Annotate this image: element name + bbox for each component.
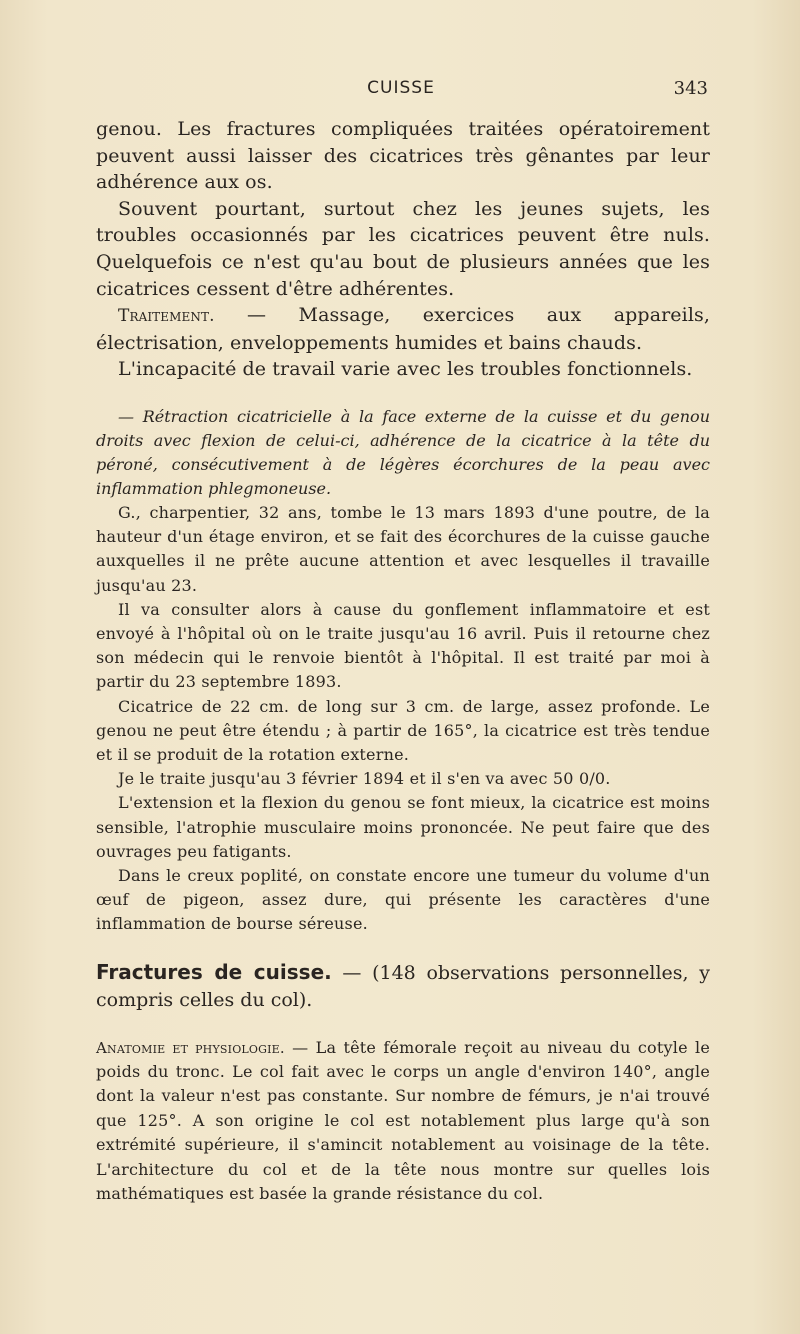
observation-paragraph: L'extension et la flexion du genou se font mieux, la cicatrice est moins sensible, l'atrophie musculaire moins prononcée. Ne peut faire que des ouvrages peu fatigants. [96, 793, 710, 861]
section-title: Fractures de cuisse. [96, 959, 332, 984]
anatomie-text: — La tête fémorale reçoit au niveau du cotyle le poids du tronc. Le col fait avec le corps un angle d'environ 140°, angle dont la valeur n'est pas constante. Sur nombre de fémurs, je n'ai trouvé que 125°. A son origine le col est notablement plus large qu'à son extrémité supérieure, il s'amincit notablement au voisinage de la tête. L'architecture du col et de la tête nous montre sur quelles lois mathématiques est basée la grande résistance du col. [96, 1037, 711, 1204]
paragraph-incapacite: L'incapacité de travail varie avec les troubles fonctionnels. [118, 358, 693, 381]
observation-paragraph: Il va consulter alors à cause du gonflement inflammatoire et est envoyé à l'hôpital où on le traite jusqu'au 16 avril. Puis il retourne chez son médecin qui le renvoie bientôt à l'hôpital. Il est traité par moi à partir du 23 septembre 1893. [96, 599, 710, 692]
page-number: 343 [673, 78, 708, 99]
paragraph-souvent: Souvent pourtant, surtout chez les jeunes sujets, les troubles occasionnés par les cicatrices peuvent être nuls. Quelquefois ce n'est qu'au bout de plusieurs années que les cicatrices cessent d'être adhérentes. [96, 197, 710, 300]
section-subtitle: — (148 observations personnelles, y compris celles du col). [96, 961, 710, 1011]
spacer [96, 1014, 710, 1036]
spacer [96, 383, 710, 405]
observation-paragraph: Dans le creux poplité, on constate encore une tumeur du volume d'un œuf de pigeon, assez dure, qui présente les caractères d'une inflammation de bourse séreuse. [96, 865, 710, 934]
section-heading [96, 959, 710, 1014]
page-body [96, 116, 710, 1206]
observation-paragraph: Cicatrice de 22 cm. de long sur 3 cm. de large, assez profonde. Le genou ne peut être étendu ; à partir de 165°, la cicatrice est très tendue et il se produit de la rotation externe. [96, 696, 710, 764]
observation-paragraph: Je le traite jusqu'au 3 février 1894 et il s'en va avec 50 0/0. [118, 769, 611, 789]
observation-title: — Rétraction cicatricielle à la face externe de la cuisse et du genou droits avec flexion de celui-ci, adhérence de la cicatrice à la tête du péroné, consécutivement à de légères écorchures de la peau avec inflammation phlegmoneuse. [96, 406, 710, 498]
running-head [94, 78, 708, 104]
anatomie-label: Anatomie et physiologie. [96, 1038, 285, 1057]
paragraph-traitement [96, 302, 710, 356]
paragraph-anatomie [96, 1036, 710, 1207]
observation-paragraph: G., charpentier, 32 ans, tombe le 13 mars 1893 d'une poutre, de la hauteur d'un étage environ, et se fait des écorchures de la cuisse gauche auxquelles il ne prête aucune attention et avec lesquelles il travaille jusqu'au 23. [96, 502, 710, 595]
traitement-text: — Massage, exercices aux appareils, électrisation, enveloppements humides et bains chauds. [96, 304, 710, 354]
spacer [96, 937, 710, 959]
paragraph-continuation: genou. Les fractures compliquées traitées opératoirement peuvent aussi laisser des cicatrices très gênantes par leur adhérence aux os. [96, 118, 710, 194]
running-head-title: CUISSE [367, 78, 435, 98]
traitement-label: Traitement. [118, 306, 215, 327]
